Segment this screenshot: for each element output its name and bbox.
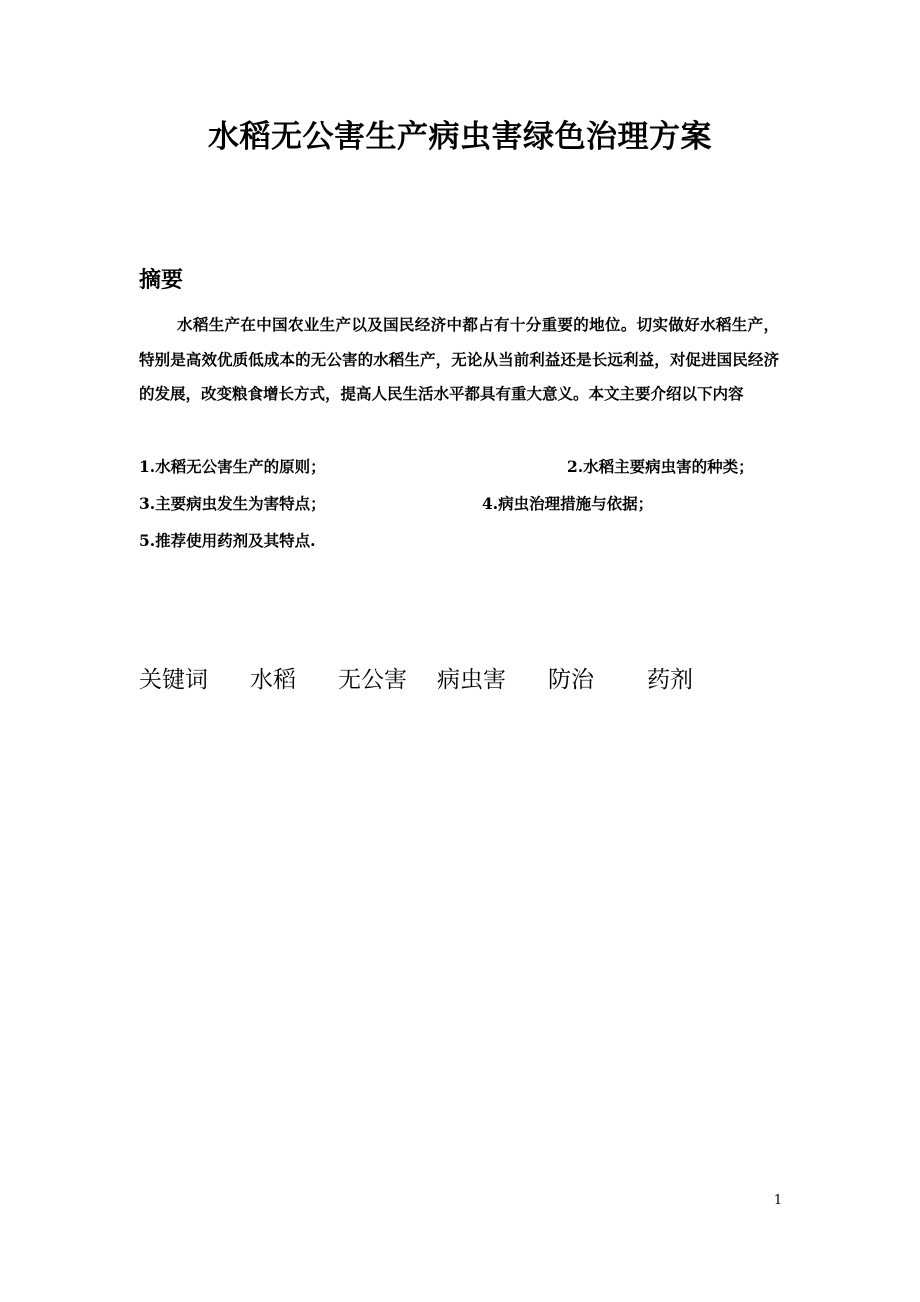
keyword-term: 水稻 xyxy=(250,667,296,693)
document-title: 水稻无公害生产病虫害绿色治理方案 xyxy=(208,119,712,155)
page-number: 1 xyxy=(773,1193,783,1208)
abstract-list-row-1 xyxy=(139,450,789,484)
abstract-list-row-3 xyxy=(139,524,439,558)
keyword-term: 防治 xyxy=(548,667,594,693)
abstract-list-item: 4.病虫治理措施与依据； xyxy=(482,494,654,513)
abstract-list-item: 2.水稻主要病虫害的种类； xyxy=(567,457,754,476)
keywords-label: 关键词 xyxy=(139,667,208,693)
keyword-term: 无公害 xyxy=(338,667,407,693)
keyword-term: 病虫害 xyxy=(437,667,506,693)
abstract-list-row-2 xyxy=(139,487,699,521)
abstract-list-item: 3.主要病虫发生为害特点； xyxy=(139,494,326,513)
abstract-heading: 摘要 xyxy=(139,268,184,293)
keyword-term: 药剂 xyxy=(647,667,693,693)
abstract-list-item: 5.推荐使用药剂及其特点. xyxy=(139,531,316,550)
keywords-line xyxy=(139,660,719,700)
abstract-list-item: 1.水稻无公害生产的原则； xyxy=(139,457,326,476)
abstract-body: 水稻生产在中国农业生产以及国民经济中都占有十分重要的地位。切实做好水稻生产，特别是高效优质低成本的无公害的水稻生产，无论从当前利益还是长远利益，对促进国民经济的发展，改变粮食增长方式，提高人民生活水平都具有重大意义。本文主要介绍以下内容 xyxy=(139,315,779,403)
